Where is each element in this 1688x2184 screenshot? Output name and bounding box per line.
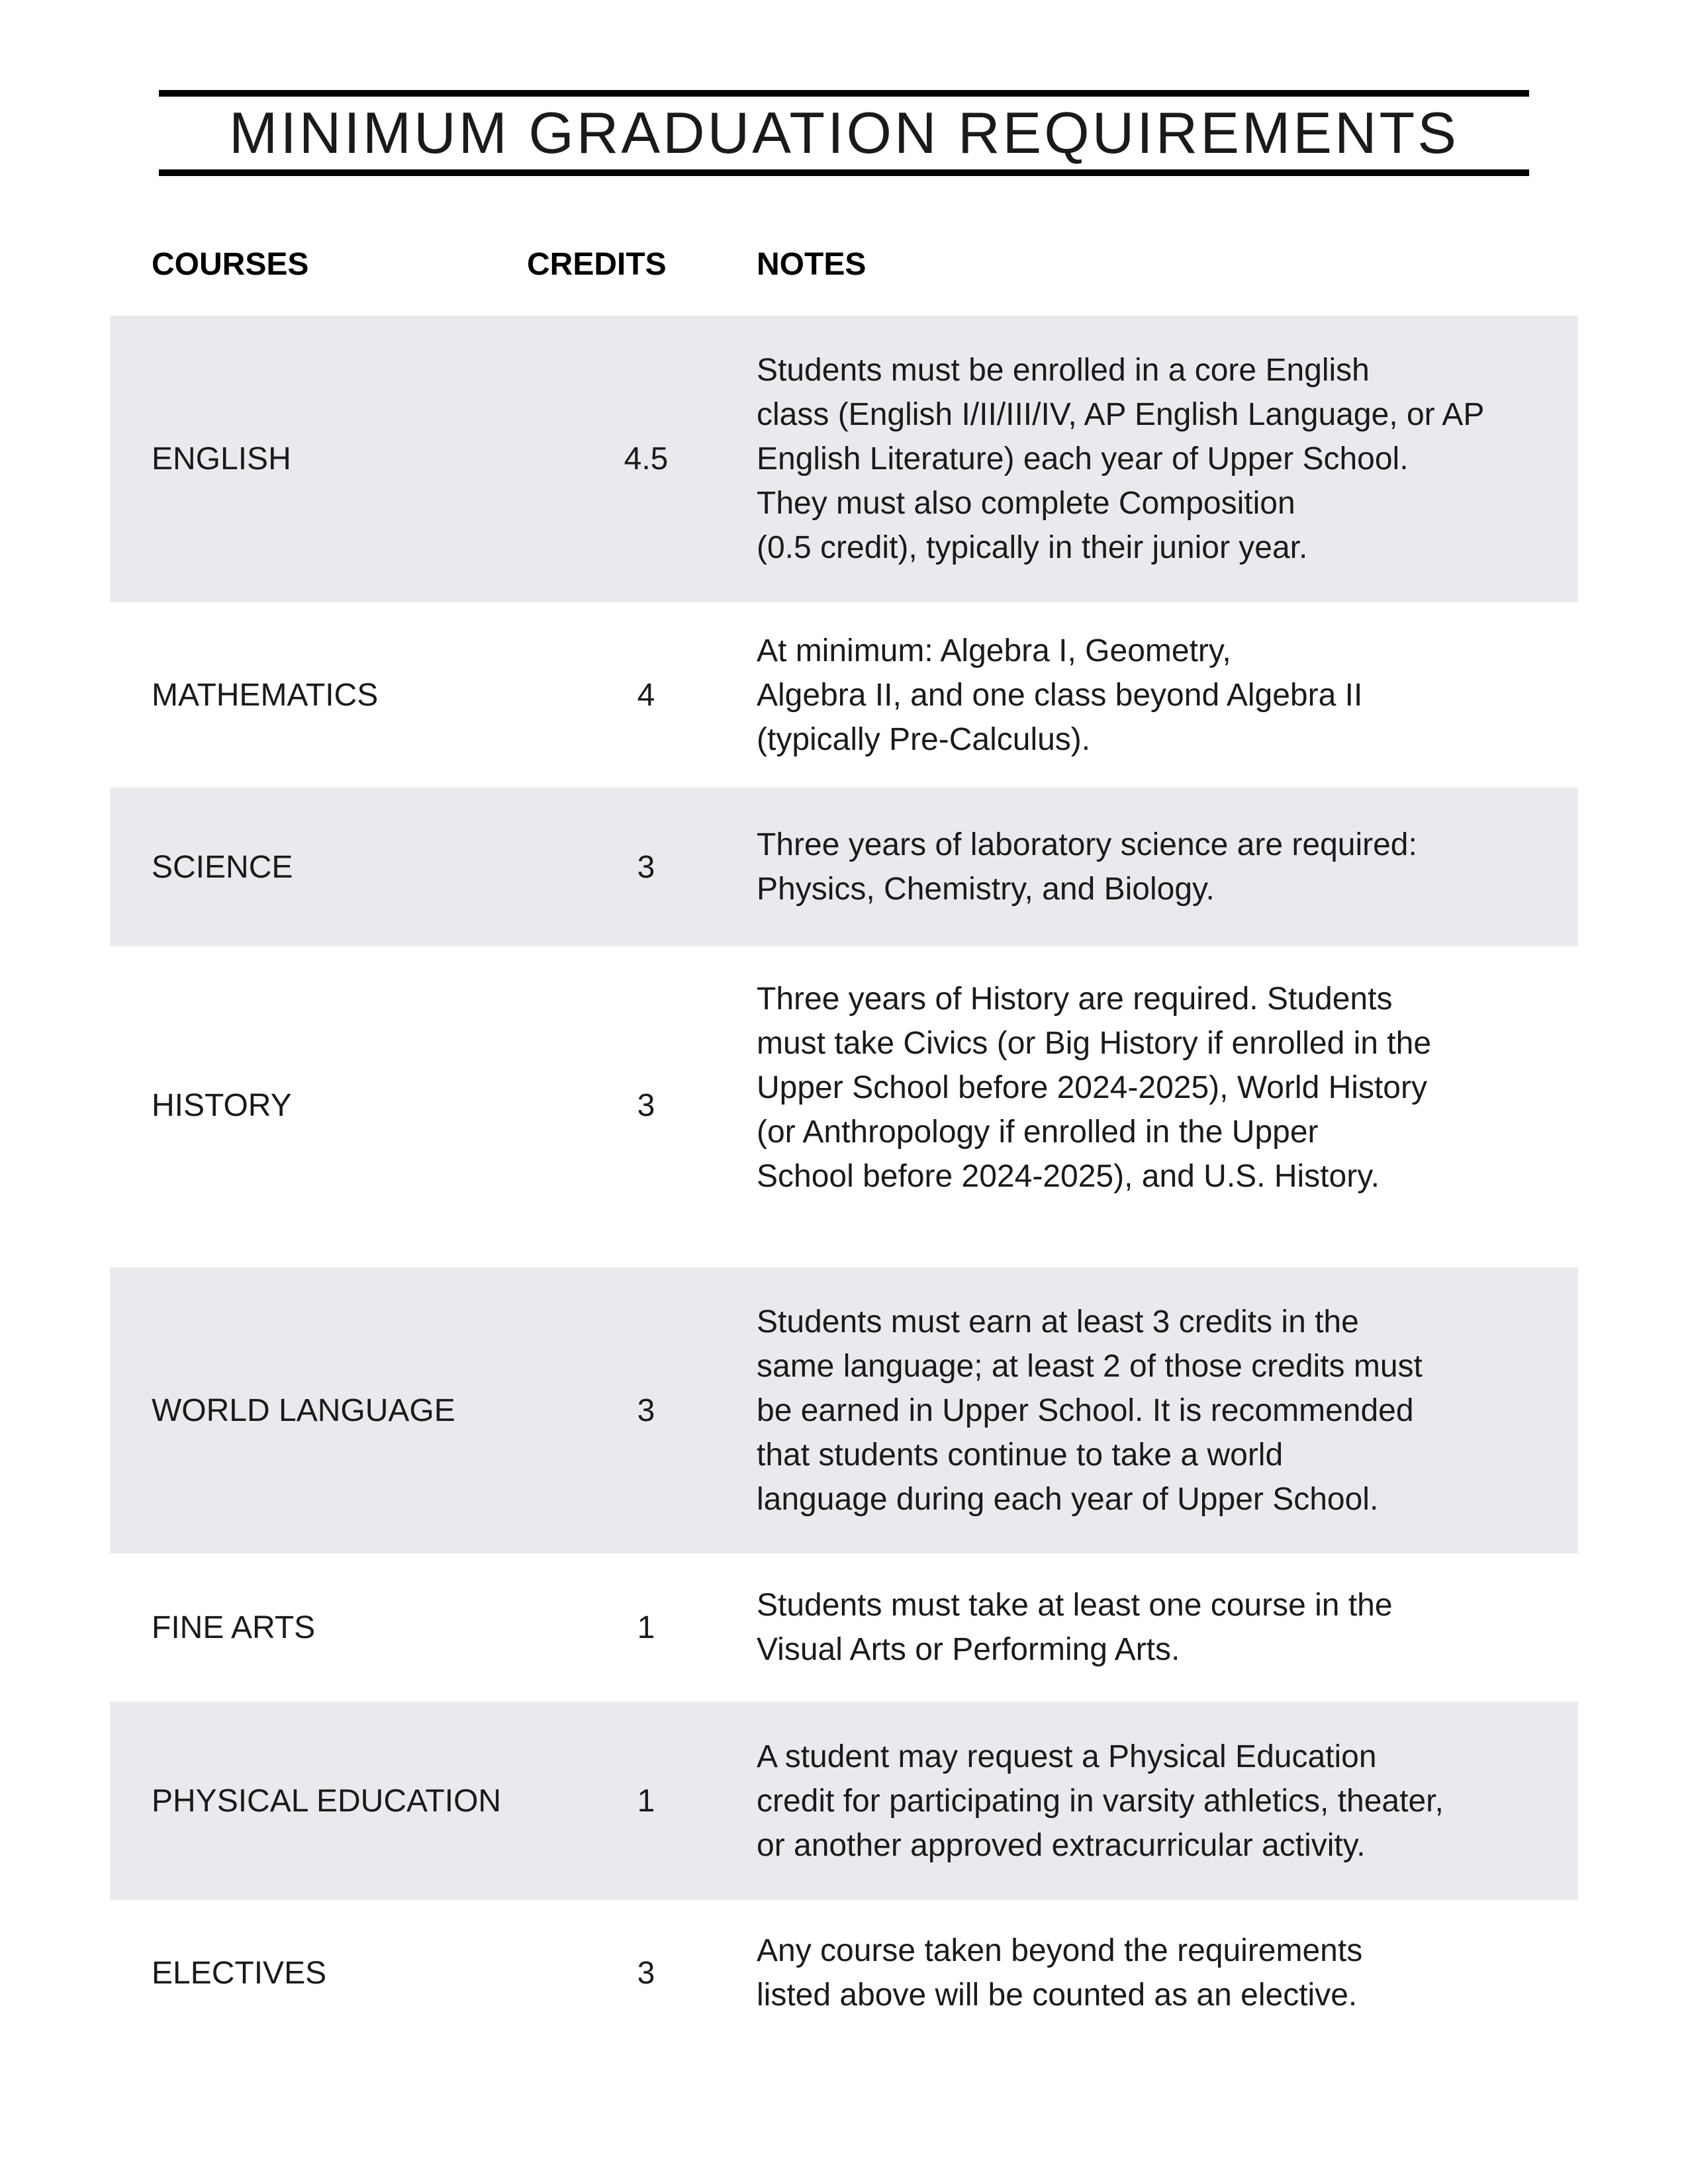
title-block xyxy=(159,90,1529,176)
header-notes: NOTES xyxy=(757,247,867,282)
table-row-fine-arts xyxy=(110,1553,1578,1702)
notes-cell xyxy=(757,316,1568,602)
notes-text: Any course taken beyond the requirements listed above will be counted as an elective. xyxy=(757,1933,1363,2013)
credit-value: 1 xyxy=(637,1610,655,1645)
notes-cell xyxy=(757,602,1568,788)
course-name: MATHEMATICS xyxy=(152,677,379,713)
credit-value: 4.5 xyxy=(624,441,669,477)
table-row-electives xyxy=(110,1900,1578,2046)
course-name: ENGLISH xyxy=(152,441,291,477)
header-courses: COURSES xyxy=(152,247,309,282)
course-name: PHYSICAL EDUCATION xyxy=(152,1783,502,1819)
table-row-physical-education xyxy=(110,1702,1578,1900)
table-row-science xyxy=(110,788,1578,946)
credit-value: 3 xyxy=(637,1392,655,1428)
notes-text: Students must earn at least 3 credits in the same language; at least 2 of those credits must be earned in Upper School. It is recommended that students continue to take a world language during each year of Upper School. xyxy=(757,1304,1423,1517)
credit-value: 3 xyxy=(637,1088,655,1123)
course-name: WORLD LANGUAGE xyxy=(152,1392,455,1428)
credit-value: 4 xyxy=(637,677,655,713)
notes-text: Three years of laboratory science are required: Physics, Chemistry, and Biology. xyxy=(757,827,1417,907)
page-title: MINIMUM GRADUATION REQUIREMENTS xyxy=(229,100,1459,165)
table-row-history xyxy=(110,946,1578,1267)
notes-cell xyxy=(757,1267,1568,1553)
course-name: FINE ARTS xyxy=(152,1610,316,1645)
credit-value: 3 xyxy=(637,849,655,885)
course-name: ELECTIVES xyxy=(152,1955,327,1991)
course-name: SCIENCE xyxy=(152,849,293,885)
notes-cell xyxy=(757,1900,1568,2046)
table-header xyxy=(110,238,1578,291)
course-name: HISTORY xyxy=(152,1088,292,1123)
notes-cell xyxy=(757,946,1568,1267)
notes-text: Students must take at least one course in the Visual Arts or Performing Arts. xyxy=(757,1588,1393,1667)
table-row-world-language xyxy=(110,1267,1578,1553)
notes-cell xyxy=(757,1702,1568,1900)
notes-cell xyxy=(757,1553,1568,1702)
credit-value: 1 xyxy=(637,1783,655,1819)
notes-text: Students must be enrolled in a core English class (English I/II/III/IV, AP English Language, or AP English Literature) each year of Upper School. They must also complete Composition (0.5 credit), typically in their junior year. xyxy=(757,353,1485,565)
notes-cell xyxy=(757,788,1568,946)
notes-text: A student may request a Physical Education credit for participating in varsity athletics, theater, or another approved extracurricular activity. xyxy=(757,1739,1444,1863)
header-credits: CREDITS xyxy=(527,247,667,282)
credit-value: 3 xyxy=(637,1955,655,1991)
notes-text: At minimum: Algebra I, Geometry, Algebra II, and one class beyond Algebra II (typically Pre-Calculus). xyxy=(757,633,1363,757)
notes-text: Three years of History are required. Students must take Civics (or Big History if enrolled in the Upper School before 2024-2025), World History (or Anthropology if enrolled in the Upper School before 2024-2025), and U.S. History. xyxy=(757,981,1432,1194)
table-row-english xyxy=(110,316,1578,602)
table-row-mathematics xyxy=(110,602,1578,788)
